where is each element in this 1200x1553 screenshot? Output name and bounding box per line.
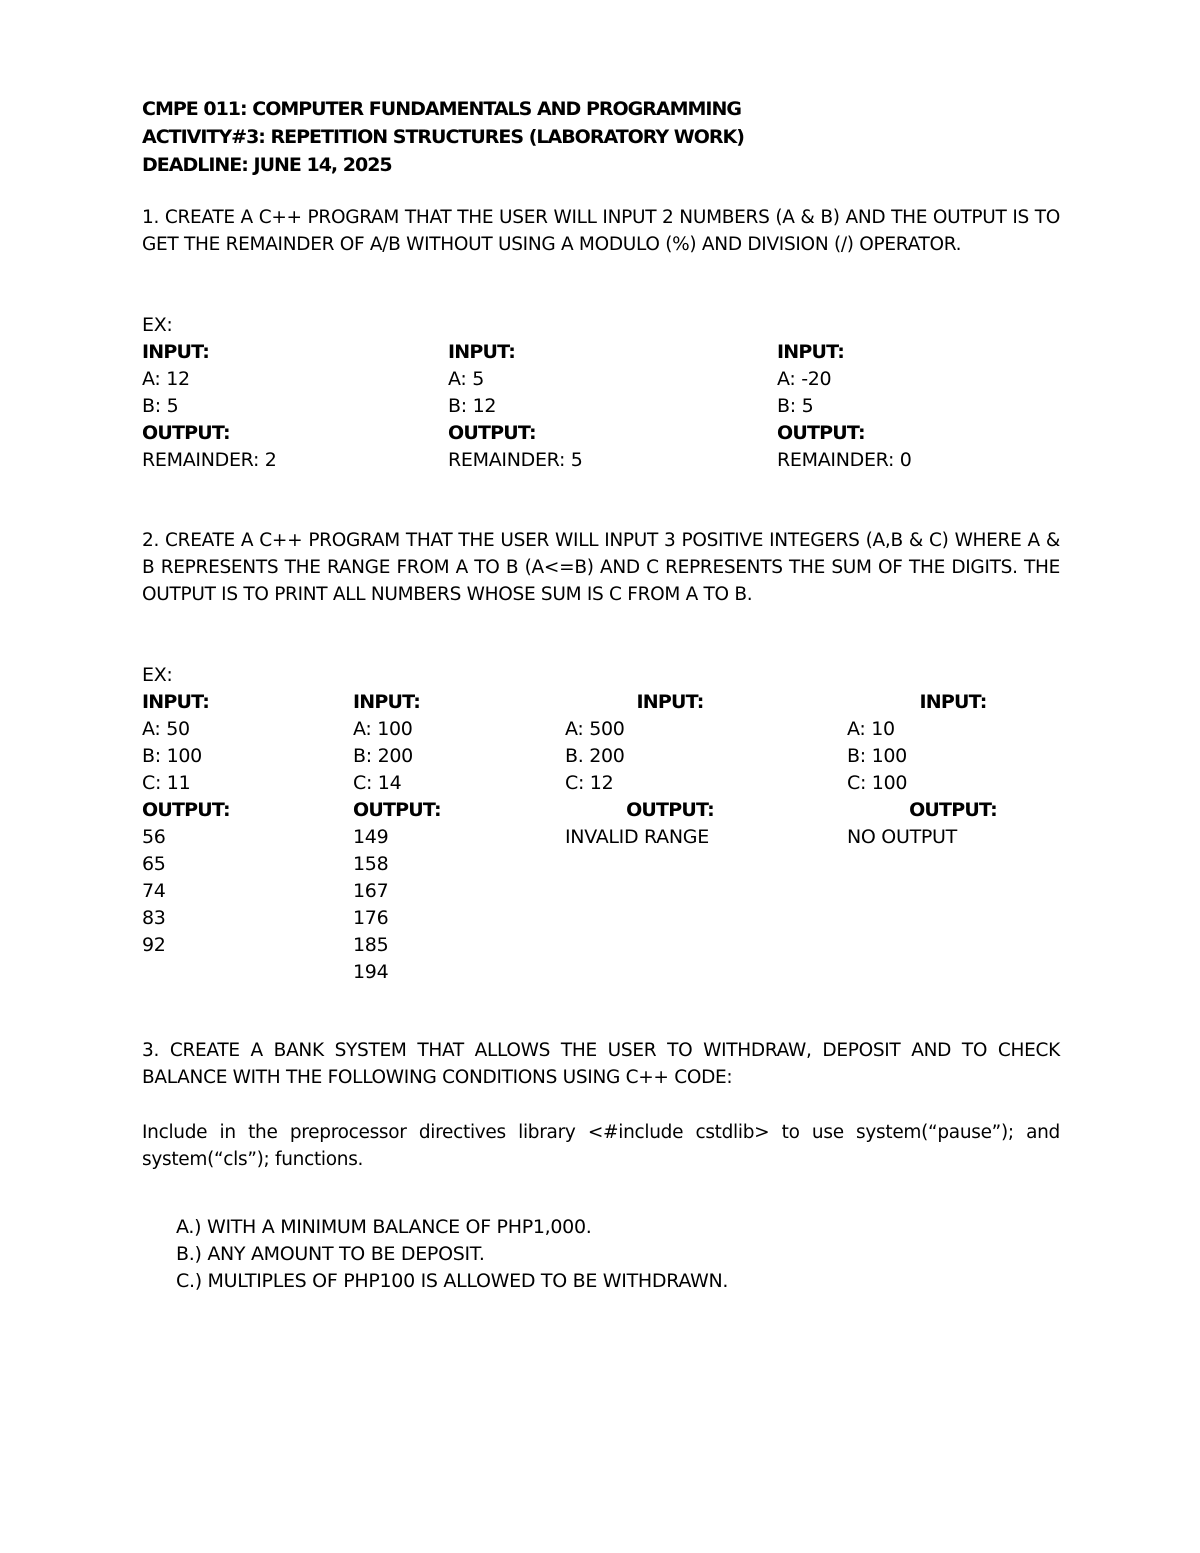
- problem-2-ex-label: EX:: [142, 664, 173, 686]
- output-value: 158: [353, 853, 389, 875]
- output-value: 185: [353, 934, 389, 956]
- condition-item: C.) MULTIPLES OF PHP100 IS ALLOWED TO BE WITHDRAWN.: [176, 1270, 729, 1292]
- output-value: 83: [142, 907, 166, 929]
- input-b: B: 5: [777, 395, 814, 417]
- output-value: 167: [353, 880, 389, 902]
- problem-1-text: 1. CREATE A C++ PROGRAM THAT THE USER WILL INPUT 2 NUMBERS (A & B) AND THE OUTPUT IS TO GET THE REMAINDER OF A/B WITHOUT USING A MODULO (%) AND DIVISION (/) OPERATOR.: [142, 207, 1060, 255]
- input-a: A: 100: [353, 718, 413, 740]
- input-c: C: 14: [353, 772, 402, 794]
- input-a: A: 5: [448, 368, 484, 390]
- output-value: 194: [353, 961, 389, 983]
- input-a: A: 500: [565, 718, 625, 740]
- problem-2-example-3: [565, 689, 775, 851]
- input-a: A: 10: [847, 718, 895, 740]
- output-label: OUTPUT:: [353, 799, 441, 821]
- input-label: INPUT:: [636, 691, 704, 713]
- problem-3-conditions: [176, 1214, 728, 1295]
- input-label: INPUT:: [142, 691, 210, 713]
- input-c: C: 100: [847, 772, 908, 794]
- output-value: INVALID RANGE: [565, 826, 709, 848]
- output-label: OUTPUT:: [777, 422, 865, 444]
- problem-1-example-1: [142, 339, 277, 474]
- condition-item: A.) WITH A MINIMUM BALANCE OF PHP1,000.: [176, 1216, 592, 1238]
- input-b: B: 200: [353, 745, 413, 767]
- output-value: REMAINDER: 0: [777, 449, 912, 471]
- input-label: INPUT:: [919, 691, 987, 713]
- output-label: OUTPUT:: [626, 799, 714, 821]
- output-label: OUTPUT:: [909, 799, 997, 821]
- problem-2-example-4: [847, 689, 1059, 851]
- output-label: OUTPUT:: [448, 422, 536, 444]
- problem-1-example-2: [448, 339, 583, 474]
- problem-2-example-1: [142, 689, 230, 959]
- condition-item: B.) ANY AMOUNT TO BE DEPOSIT.: [176, 1243, 485, 1265]
- output-label: OUTPUT:: [142, 799, 230, 821]
- input-b: B: 5: [142, 395, 179, 417]
- input-b: B. 200: [565, 745, 625, 767]
- activity-title: ACTIVITY#3: REPETITION STRUCTURES (LABORATORY WORK): [142, 126, 744, 148]
- problem-1-ex-label: EX:: [142, 314, 173, 336]
- deadline: DEADLINE: JUNE 14, 2025: [142, 154, 392, 176]
- input-c: C: 11: [142, 772, 191, 794]
- output-value: 176: [353, 907, 389, 929]
- input-b: B: 12: [448, 395, 497, 417]
- output-value: 56: [142, 826, 166, 848]
- course-title: CMPE 011: COMPUTER FUNDAMENTALS AND PROGRAMMING: [142, 98, 741, 120]
- problem-3-note: Include in the preprocessor directives library <#include cstdlib> to use system(“pause”); and system(“cls”); functions.: [142, 1122, 1060, 1170]
- output-value: 65: [142, 853, 166, 875]
- input-a: A: 12: [142, 368, 190, 390]
- problem-1-example-3: [777, 339, 912, 474]
- input-b: B: 100: [847, 745, 907, 767]
- output-value: REMAINDER: 2: [142, 449, 277, 471]
- output-value: 92: [142, 934, 166, 956]
- input-label: INPUT:: [448, 341, 516, 363]
- input-label: INPUT:: [353, 691, 421, 713]
- output-value: NO OUTPUT: [847, 826, 957, 848]
- input-c: C: 12: [565, 772, 614, 794]
- problem-2-text: 2. CREATE A C++ PROGRAM THAT THE USER WILL INPUT 3 POSITIVE INTEGERS (A,B & C) WHERE A & B REPRESENTS THE RANGE FROM A TO B (A<=B) AND C REPRESENTS THE SUM OF THE DIGITS. THE OUTPUT IS TO PRINT ALL NUMBERS WHOSE SUM IS C FROM A TO B.: [142, 530, 1060, 605]
- input-b: B: 100: [142, 745, 202, 767]
- input-a: A: 50: [142, 718, 190, 740]
- output-value: REMAINDER: 5: [448, 449, 583, 471]
- output-value: 74: [142, 880, 166, 902]
- input-label: INPUT:: [142, 341, 210, 363]
- problem-3-text: 3. CREATE A BANK SYSTEM THAT ALLOWS THE USER TO WITHDRAW, DEPOSIT AND TO CHECK BALANCE WITH THE FOLLOWING CONDITIONS USING C++ CODE:: [142, 1040, 1060, 1088]
- input-label: INPUT:: [777, 341, 845, 363]
- output-value: 149: [353, 826, 389, 848]
- output-label: OUTPUT:: [142, 422, 230, 444]
- problem-2-example-2: [353, 689, 441, 986]
- input-a: A: -20: [777, 368, 832, 390]
